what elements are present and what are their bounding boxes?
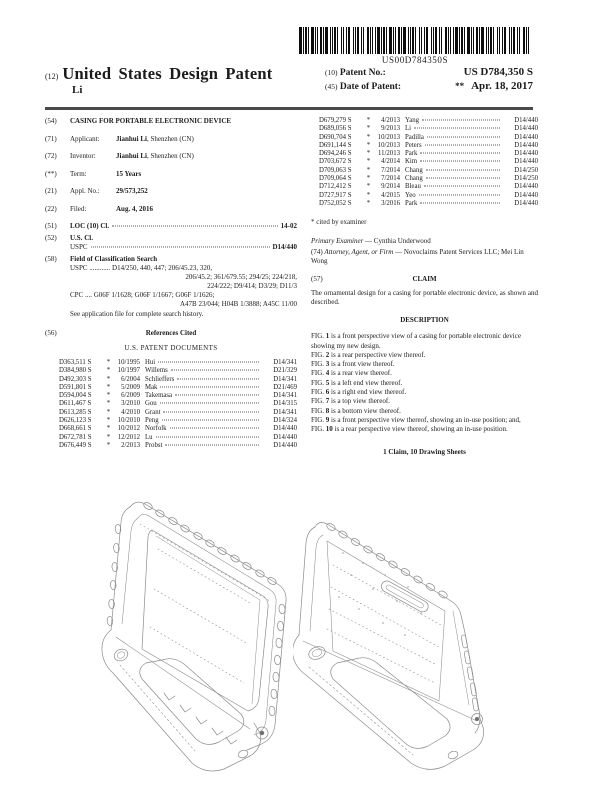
dotted-leader — [427, 136, 500, 137]
left-column — [45, 117, 297, 450]
barcode — [296, 27, 534, 65]
citation-inventor: Norfolk — [145, 425, 167, 433]
citation-class: D14/440 — [273, 425, 297, 433]
fig-number: 1 — [325, 332, 330, 341]
examiner-cited-star: * — [106, 392, 111, 400]
fig-number: 5 — [325, 378, 330, 387]
citation-class: D14/324 — [273, 417, 297, 425]
drawing-rear-perspective — [293, 505, 498, 775]
patent-number-row — [325, 66, 533, 78]
dotted-leader — [425, 144, 500, 145]
cited-patent-number: D594,004 S — [59, 392, 92, 400]
cited-patent-number: D712,412 S — [319, 183, 352, 191]
examiner-cited-star: * — [106, 408, 111, 416]
patent-date-value: ** Apr. 18, 2017 — [455, 80, 533, 92]
citation-class: D14/440 — [514, 125, 538, 133]
citation-date: 7/2014 — [381, 166, 400, 174]
citation-class: D21/329 — [273, 367, 297, 375]
fig-prefix: FIG. — [311, 388, 325, 397]
citation-row — [59, 417, 297, 425]
us-patent-documents-heading: U.S. PATENT DOCUMENTS — [124, 344, 218, 352]
dotted-leader — [162, 420, 259, 421]
citation-class: D14/440 — [273, 441, 297, 449]
citation-row — [59, 359, 297, 367]
citation-date: 9/2013 — [381, 125, 400, 133]
citation-class: D14/440 — [514, 158, 538, 166]
cited-patent-number: D690,704 S — [319, 133, 352, 141]
citation-inventor: Probst — [145, 441, 163, 449]
citation-inventor: Mak — [145, 383, 158, 391]
citation-class: D14/440 — [514, 199, 538, 207]
header-patent-info — [325, 66, 533, 94]
figure-description-line — [311, 416, 538, 425]
citation-class: D14/341 — [273, 359, 297, 366]
citation-inventor: Park — [405, 150, 418, 158]
fig-text: is a front perspective view of a casing for portable electronic device showing my new design. — [311, 332, 521, 350]
examiner-cited-star: * — [366, 117, 371, 124]
citation-inventor: Yang — [405, 117, 420, 124]
dotted-leader — [156, 436, 259, 437]
citation-row — [59, 409, 297, 417]
citation-date: 10/1995 — [117, 359, 140, 366]
fig-text: is a front perspective view thereof, showing an in-use position; and, — [329, 415, 521, 424]
citation-row — [59, 400, 297, 408]
citation-row — [59, 367, 297, 375]
drawing-front-perspective — [100, 497, 300, 782]
figure-description-line — [311, 360, 538, 369]
cited-patent-number: D709,063 S — [319, 166, 352, 174]
citation-inventor: Chang — [405, 175, 423, 183]
fig-text: is a top view thereof. — [329, 397, 390, 406]
citation-inventor: Kim — [405, 158, 418, 166]
cited-patent-number: D626,123 S — [59, 417, 92, 425]
cpc-search-line: CPC .... G06F 1/1628; G06F 1/1667; G06F 1/1626; — [70, 291, 215, 299]
citations-table-right — [311, 117, 538, 208]
fig-number: 9 — [325, 415, 330, 424]
dotted-leader — [160, 386, 259, 387]
dotted-leader — [112, 226, 278, 227]
citation-row — [319, 117, 538, 125]
fig-prefix: FIG. — [311, 397, 325, 406]
dotted-leader — [422, 120, 500, 121]
citation-inventor: Peters — [405, 141, 422, 149]
citation-class: D14/440 — [514, 117, 538, 124]
citation-class: D14/440 — [273, 433, 297, 441]
citation-inventor: Takemasa — [145, 392, 173, 400]
citation-inventor: Padilla — [405, 133, 424, 141]
citation-class: D14/341 — [273, 375, 297, 383]
examiner-cited-star: * — [366, 175, 371, 183]
figure-description-line — [311, 397, 538, 406]
citation-class: D14/341 — [273, 408, 297, 416]
fig-prefix: FIG. — [311, 369, 325, 378]
citation-date: 2/2013 — [121, 441, 140, 449]
citation-date: 4/2014 — [381, 158, 400, 166]
fig-prefix: FIG. — [311, 378, 325, 387]
cited-patent-number: D709,064 S — [319, 175, 352, 183]
uspc-search-line: 206/45.2; 361/679.55; 294/25; 224/218, — [185, 273, 297, 281]
citation-date: 3/2016 — [381, 199, 400, 207]
invention-title: CASING FOR PORTABLE ELECTRONIC DEVICE — [70, 117, 232, 125]
cited-patent-number: D613,285 S — [59, 408, 92, 416]
cited-patent-number: D691,144 S — [319, 141, 352, 149]
citation-row — [319, 150, 538, 158]
cited-patent-number: D492,303 S — [59, 375, 92, 383]
figure-description-line — [311, 407, 538, 416]
dotted-leader — [177, 378, 259, 379]
citation-row — [59, 392, 297, 400]
citation-date: 10/2010 — [117, 417, 140, 425]
fig-number: 3 — [325, 360, 330, 369]
citation-inventor: Bleau — [405, 183, 421, 191]
patent-number-label: (10) Patent No.: — [325, 68, 386, 78]
cited-patent-number: D676,449 S — [59, 441, 92, 449]
citation-date: 4/2015 — [381, 191, 400, 199]
citation-date: 10/2013 — [377, 141, 400, 149]
citation-date: 6/2009 — [121, 392, 140, 400]
citations-table-left — [45, 359, 297, 450]
citation-class: D14/341 — [273, 392, 297, 400]
cited-by-examiner-note: * cited by examiner — [311, 218, 367, 227]
citation-date: 5/2009 — [121, 383, 140, 391]
fig-text: is a rear perspective view thereof. — [329, 350, 426, 359]
claims-sheets-note: 1 Claim, 10 Drawing Sheets — [383, 447, 466, 456]
cpc-search-line: A47B 23/044; H04B 1/3888; A45C 11/00 — [179, 300, 297, 308]
examiner-cited-star: * — [366, 199, 371, 207]
filed-date-field: (22) Filed: Aug. 4, 2016 — [45, 204, 153, 213]
fig-text: is a rear view thereof. — [329, 369, 392, 378]
cited-patent-number: D679,279 S — [319, 117, 352, 124]
dotted-leader — [426, 178, 500, 179]
cpc-search-lines — [70, 291, 297, 309]
fig-text: is a left end view thereof. — [329, 378, 403, 387]
examiner-cited-star: * — [106, 367, 111, 375]
description-heading: DESCRIPTION — [400, 316, 449, 325]
citation-row — [59, 384, 297, 392]
dotted-leader — [420, 202, 500, 203]
barcode-text: US00D784350S — [381, 55, 449, 65]
examiner-cited-star: * — [106, 383, 111, 391]
citation-date: 4/2013 — [381, 117, 400, 124]
examiner-cited-star: * — [106, 400, 111, 408]
citation-class: D14/250 — [514, 175, 538, 183]
field-of-search: (58) Field of Classification Search USPC ............ D14/250, 440, 447; 206/45.23, 320, 206/45.2; 361/679.55; 294/25; 224/218, 224/222; D9/414; D3/29; D11/3 CPC .... G06F 1/1628; G06F 1/1667; G06F 1/1626; A47B 23/044; H04B 1/3888; A45C 11/00 See application file for complete search history. — [45, 255, 297, 318]
cited-patent-number: D727,917 S — [319, 191, 352, 199]
examiner-cited-star: * — [366, 166, 371, 174]
header-title-block — [45, 64, 272, 96]
figure-description-line — [311, 388, 538, 397]
citation-row — [319, 167, 538, 175]
fig-text: is a front view thereof. — [329, 360, 395, 369]
citation-date: 9/2014 — [381, 183, 400, 191]
dotted-leader — [170, 428, 259, 429]
dotted-leader — [420, 161, 500, 162]
header-divider — [45, 107, 533, 110]
citation-row — [319, 134, 538, 142]
figure-description-line — [311, 379, 538, 388]
dotted-leader — [163, 411, 259, 412]
dotted-leader — [171, 370, 259, 371]
primary-examiner-line: Primary Examiner — Cynthia Underwood — [311, 237, 431, 246]
fig-text: is a right end view thereof. — [329, 388, 407, 397]
figure-description-line — [311, 369, 538, 378]
uspc-search-line: USPC ............ D14/250, 440, 447; 206/45.23, 320, — [70, 264, 213, 272]
examiner-cited-star: * — [366, 183, 371, 191]
fig-text: is a bottom view thereof. — [329, 406, 401, 415]
citation-row — [59, 442, 297, 450]
us-class-field: (52) U.S. Cl. USPC D14/440 — [45, 234, 297, 251]
citation-date: 12/2012 — [117, 433, 140, 441]
examiner-cited-star: * — [366, 150, 371, 158]
citation-class: D14/250 — [514, 166, 538, 174]
examiner-cited-star: * — [106, 417, 111, 425]
title-field: (54) CASING FOR PORTABLE ELECTRONIC DEVICE — [45, 117, 297, 126]
citation-row — [319, 158, 538, 166]
citation-row — [319, 125, 538, 133]
barcode-icon — [296, 27, 534, 54]
patent-date-label: (45) Date of Patent: — [325, 82, 402, 92]
page-title: United States Design Patent — [62, 64, 273, 83]
dotted-leader — [160, 403, 259, 404]
citation-inventor: Schlieffers — [145, 375, 175, 383]
dotted-leader — [420, 153, 500, 154]
examiner-cited-star: * — [366, 133, 371, 141]
references-cited-heading: (56) References Cited — [45, 329, 197, 337]
cited-patent-number: D689,056 S — [319, 125, 352, 133]
citation-date: 11/2013 — [377, 150, 400, 158]
claim-heading: (57) CLAIM — [311, 275, 437, 284]
fig-prefix: FIG. — [311, 350, 325, 359]
citation-row — [319, 183, 538, 191]
citation-class: D14/440 — [514, 191, 538, 199]
citation-class: D14/440 — [514, 133, 538, 141]
examiner-cited-star: * — [106, 359, 111, 366]
citation-row — [319, 142, 538, 150]
term-field: (**) Term: 15 Years — [45, 169, 142, 178]
examiner-cited-star: * — [366, 191, 371, 199]
citation-inventor: Lu — [145, 433, 153, 441]
dotted-leader — [424, 186, 500, 187]
dotted-leader — [165, 444, 259, 445]
citation-date: 10/2013 — [377, 133, 400, 141]
uspc-search-line: 224/222; D9/414; D3/29; D11/3 — [207, 282, 297, 290]
loc-class-field: (51) LOC (10) Cl. 14-02 — [45, 222, 297, 230]
citation-date: 3/2010 — [121, 400, 140, 408]
citation-inventor: Hui — [145, 359, 156, 366]
citation-date: 10/1997 — [117, 367, 140, 375]
term-extension-stars: ** — [455, 81, 465, 91]
fig-number: 8 — [325, 406, 330, 415]
cited-patent-number: D694,246 S — [319, 150, 352, 158]
right-column — [311, 117, 538, 457]
patent-number-value: US D784,350 S — [463, 66, 533, 78]
citation-date: 4/2010 — [121, 408, 140, 416]
citation-class: D14/440 — [514, 150, 538, 158]
citation-date: 7/2014 — [381, 175, 400, 183]
fig-number: 7 — [325, 397, 330, 406]
citation-inventor: Grant — [145, 408, 161, 416]
attorney-line: (74) Attorney, Agent, or Firm — Novoclaims Patent Services LLC; Mei Lin Wong — [311, 248, 524, 266]
fig-number: 2 — [325, 350, 330, 359]
citation-inventor: Yeo — [405, 191, 416, 199]
fig-number: 10 — [325, 425, 333, 434]
citation-row — [59, 376, 297, 384]
inventor-field: (72) Inventor: Jianhui Li, Shenzhen (CN) — [45, 152, 194, 160]
examiner-cited-star: * — [106, 433, 111, 441]
dotted-leader — [419, 194, 500, 195]
cited-patent-number: D363,511 S — [59, 359, 92, 366]
citation-row — [59, 425, 297, 433]
citation-inventor: Chang — [405, 166, 423, 174]
examiner-cited-star: * — [366, 125, 371, 133]
applicant-field: (71) Applicant: Jianhui Li, Shenzhen (CN) — [45, 134, 194, 143]
cited-patent-number: D384,980 S — [59, 367, 92, 375]
fig-text: is a rear perspective view thereof, showing an in-use position. — [332, 425, 508, 434]
dotted-leader — [158, 362, 259, 363]
citation-row — [319, 200, 538, 208]
cited-patent-number: D672,781 S — [59, 433, 92, 441]
cited-patent-number: D591,801 S — [59, 383, 92, 391]
fig-prefix: FIG. — [311, 360, 325, 369]
figure-descriptions — [311, 332, 538, 434]
examiner-cited-star: * — [366, 158, 371, 166]
citation-row — [319, 175, 538, 183]
cited-patent-number: D668,661 S — [59, 425, 92, 433]
examiner-cited-star: * — [106, 375, 111, 383]
dotted-leader — [175, 395, 259, 396]
examiner-cited-star: * — [366, 141, 371, 149]
citation-inventor: Park — [405, 199, 418, 207]
citation-class: D21/469 — [273, 383, 297, 391]
fig-number: 6 — [325, 388, 330, 397]
dotted-leader — [91, 247, 270, 248]
citation-class: D14/315 — [273, 400, 297, 408]
fig-prefix: FIG. — [311, 425, 325, 434]
dotted-leader — [426, 169, 500, 170]
citation-row — [319, 192, 538, 200]
figure-description-line — [311, 351, 538, 360]
inventor-surname: Li — [72, 84, 83, 96]
fig-prefix: FIG. — [311, 415, 325, 424]
patent-date-row — [325, 80, 533, 92]
examiner-cited-star: * — [106, 441, 111, 449]
cited-patent-number: D611,467 S — [59, 400, 92, 408]
figure-description-line — [311, 332, 538, 351]
cited-patent-number: D703,672 S — [319, 158, 352, 166]
dotted-leader — [414, 128, 500, 129]
citation-inventor: Li — [405, 125, 412, 133]
citation-class: D14/440 — [514, 141, 538, 149]
claim-text: The ornamental design for a casing for portable electronic device, as shown and described. — [311, 289, 538, 307]
citation-row — [59, 434, 297, 442]
kind-code: (12) — [45, 72, 59, 81]
citation-date: 10/2012 — [117, 425, 140, 433]
citation-inventor: Gou — [145, 400, 157, 408]
search-history-note: See application file for complete search history. — [70, 310, 204, 318]
examiner-cited-star: * — [106, 425, 111, 433]
citation-inventor: Peng — [145, 417, 159, 425]
figure-description-line — [311, 425, 538, 434]
uspc-search-lines — [70, 264, 297, 291]
application-number-field: (21) Appl. No.: 29/573,252 — [45, 187, 148, 195]
fig-prefix: FIG. — [311, 332, 325, 341]
citation-class: D14/440 — [514, 183, 538, 191]
fig-prefix: FIG. — [311, 406, 325, 415]
fig-number: 4 — [325, 369, 330, 378]
cited-patent-number: D752,052 S — [319, 199, 352, 207]
page-header — [45, 62, 533, 106]
citation-inventor: Willems — [145, 367, 168, 375]
citation-date: 6/2004 — [121, 375, 140, 383]
